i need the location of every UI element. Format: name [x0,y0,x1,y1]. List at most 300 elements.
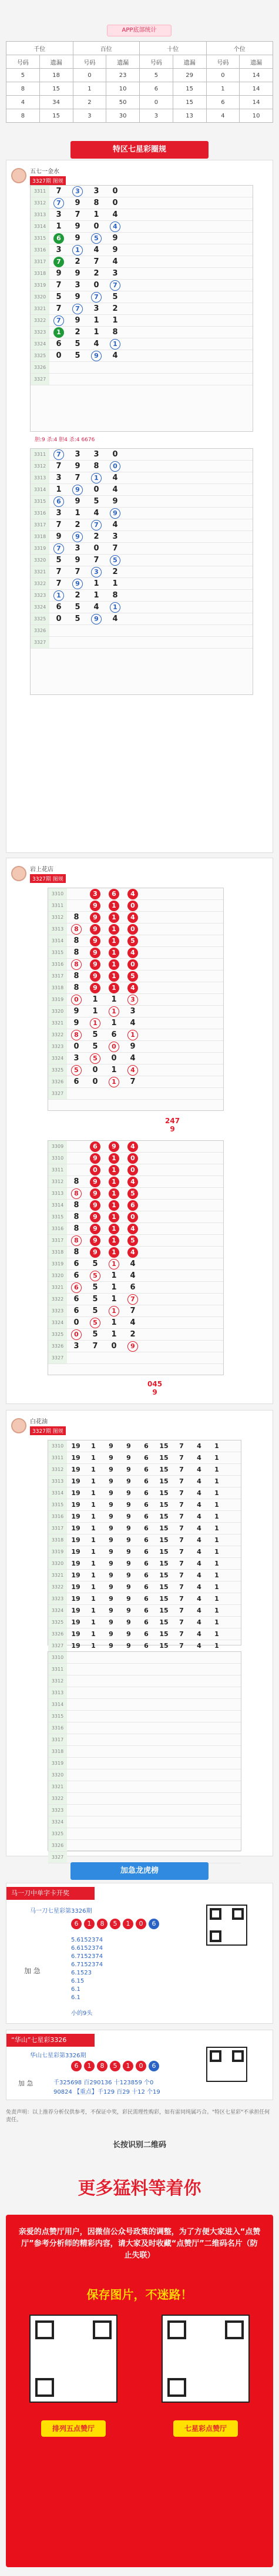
grid-cell: 7 [179,1571,184,1579]
grid-cell: 8 [73,1224,79,1233]
grid-cell: 7 [75,567,80,576]
grid-cell: 4 [197,1595,201,1603]
issue-label: 3320 [31,291,49,303]
grid-row [31,374,253,385]
grid-cell: 4 [197,1489,201,1497]
grid-cell: 1 [91,1513,96,1520]
issue-label: 3317 [48,1523,67,1534]
lottery-ball: 1 [84,1919,95,1929]
issue-label: 3319 [48,1758,67,1769]
grid-cell: 4 [123,947,142,958]
grid-cell: 8 [67,1029,86,1040]
grid-cell: 19 [71,1595,80,1603]
issue-label: 3310 [48,1440,67,1452]
grid-cell: 1 [49,327,68,338]
table-row [6,96,273,109]
grid-cell: 0 [105,1041,123,1052]
table-cell: 14 [240,82,273,96]
grid-cell: 0 [123,959,142,970]
qr-code-left[interactable] [29,2315,117,2403]
grid-cell: 1 [105,1223,123,1234]
grid-cell: 19 [71,1524,80,1532]
grid-row [48,1476,241,1487]
grid-row [31,362,253,374]
table-cell: 15 [173,96,206,109]
grid-cell: 1 [105,935,123,946]
grid-cell: 1 [112,579,118,588]
grid-cell: 0 [111,1054,117,1063]
grid-cell: 1 [111,1295,117,1304]
issue-label: 3327 [48,1352,67,1363]
grid-cell: 19 [71,1477,80,1485]
grid-cell: 19 [71,1642,80,1650]
dragon-banner: 马一刀中单字卡开奖 [6,1887,95,1900]
grid-row [48,1088,223,1100]
card-author-1 [6,160,273,853]
grid-row [48,1664,241,1675]
grid-row [31,350,253,362]
grid-row [31,461,253,472]
issue-label: 3315 [48,947,67,958]
grid-cell [49,374,68,385]
issue-label: 3311 [31,186,49,197]
grid-cell: 1 [214,1524,219,1532]
table-cell: 4 [6,96,40,109]
grid-cell: 9 [126,1489,131,1497]
issue-label: 3319 [31,543,49,554]
grid-cell: 9 [75,222,80,231]
issue-label: 3318 [31,531,49,542]
grid-cell: 6 [56,340,62,348]
author-header [11,166,66,185]
grid-cell: 1 [214,1442,219,1450]
grid-row [48,1064,223,1076]
grid-row [31,280,253,291]
grid-cell: 9 [126,1560,131,1567]
grid-cell [49,362,68,373]
grid-cell: 9 [75,234,80,243]
grid-cell: 9 [75,462,80,471]
dragon-issue: 华山七星彩第3326期 [30,2053,86,2059]
promo-body: 亲爱的点赞厅用户，因微信公众号政策的调整，为了方便大家进入“点赞厅”参考分析师的精彩内容，请大家及时收藏“点赞厅”二维码名片（防止失联） [18,2228,261,2260]
issue-label: 3313 [31,472,49,483]
issue-label: 3314 [31,484,49,495]
dragon-note: 小的9头 [71,2010,93,2017]
lottery-ball: 8 [97,2061,107,2071]
grid-cell: 19 [71,1454,80,1462]
table-subheader: 号码 [6,55,40,69]
table-cell: 13 [173,109,206,123]
grid-cell: 0 [67,1329,86,1340]
grid-cell: 9 [109,1595,113,1603]
issue-label: 3313 [48,1188,67,1199]
grid-row [48,947,223,959]
grid-cell: 8 [73,936,79,945]
grid-cell: 4 [112,520,118,529]
grid-row [48,1534,241,1546]
grid-cell: 9 [56,269,62,278]
grid-cell: 9 [126,1513,131,1520]
grid-cell: 7 [130,1307,136,1315]
grid-cell: 9 [126,1524,131,1532]
grid-cell: 7 [179,1536,184,1544]
promo-headline: 更多猛料等着你 [78,2178,201,2199]
issue-label: 3314 [48,1699,67,1710]
table-row [6,82,273,96]
grid-cell: 9 [126,1642,131,1650]
grid-cell: 8 [73,983,79,992]
grid-cell: 1 [214,1583,219,1591]
grid-cell: 9 [86,1200,105,1211]
grid-3-trail: 247 9 [165,1117,180,1133]
grid-row [31,244,253,256]
issue-label: 3315 [48,1211,67,1222]
grid-cell: 6 [144,1583,149,1591]
issue-label: 3321 [31,566,49,577]
grid-cell: 5 [92,1042,98,1051]
grid-cell: 7 [179,1501,184,1509]
dragon-banner: “华山”七星彩3326 [6,2034,95,2047]
grid-cell: 6 [144,1477,149,1485]
table-cell: 10 [240,109,273,123]
table-cell: 0 [206,69,240,82]
grid-cell [123,1352,142,1363]
grid-cell: 1 [56,222,62,231]
grid-cell: 7 [87,291,106,303]
grid-cell: 7 [130,1077,136,1086]
grid-cell: 19 [71,1489,80,1497]
grid-cell: 1 [214,1454,219,1462]
author-tag: 3327期 图规 [30,1426,66,1435]
grid-cell: 1 [105,1188,123,1199]
grid-cell: 9 [87,350,106,361]
grid-cell: 19 [71,1607,80,1614]
grid-cell [67,888,86,899]
issue-label: 3312 [31,461,49,472]
issue-label: 3316 [31,508,49,519]
grid-cell: 9 [109,1607,113,1614]
grid-cell: 7 [49,543,68,554]
grid-cell: 5 [123,935,142,946]
issue-label: 3325 [48,1064,67,1076]
issue-label: 3319 [48,1258,67,1269]
lottery-ball: 8 [97,1919,107,1929]
issue-label: 3323 [48,1305,67,1316]
grid-cell: 1 [91,1466,96,1473]
grid-row [48,1188,223,1200]
grid-row [31,209,253,221]
grid-cell: 4 [93,509,99,518]
grid-cell: 4 [130,1260,136,1268]
grid-cell: 1 [68,244,87,256]
grid-cell: 15 [159,1548,169,1556]
table-row [6,69,273,82]
grid-cell: 1 [111,1066,117,1074]
dragon-line: 6.1 [71,1994,80,2001]
grid-cell: 1 [214,1513,219,1520]
table-cell: 18 [39,69,73,82]
issue-label: 3316 [48,1511,67,1522]
table-cell: 34 [39,96,73,109]
grid-row [48,1687,241,1699]
issue-label: 3320 [48,1558,67,1569]
grid-cell: 5 [92,1295,98,1304]
grid-cell [106,362,125,373]
issue-label: 3318 [48,1534,67,1546]
grid-cell: 4 [112,485,118,494]
issue-label: 3310 [48,888,67,899]
grid-cell: 1 [91,1583,96,1591]
grid-cell: 9 [126,1454,131,1462]
grid-cell: 7 [112,544,118,553]
dragon-line: 6.1523 [71,1970,92,1976]
grid-cell: 7 [49,315,68,326]
grid-cell: 3 [86,888,105,899]
grid-cell: 5 [75,351,80,360]
grid-row [31,449,253,461]
grid-row [48,1258,223,1270]
grid-row [48,959,223,970]
grid-cell: 9 [112,234,118,243]
qr-code-right[interactable] [162,2315,250,2403]
grid-cell: 0 [123,1211,142,1222]
table-group-header: 千位 [6,42,73,55]
issue-label: 3326 [48,1840,67,1851]
grid-cell: 9 [86,912,105,923]
grid-cell: 2 [93,269,99,278]
grid-cell: 9 [75,316,80,325]
issue-label: 3318 [48,982,67,993]
issue-label: 3326 [48,1076,67,1087]
issue-label: 3312 [48,1176,67,1187]
grid-cell: 4 [197,1560,201,1567]
grid-cell: 1 [92,1007,98,1016]
btn-pl5[interactable]: 排列五点赞厅 [41,2420,106,2437]
table-cell: 14 [240,96,273,109]
grid-cell: 4 [106,221,125,232]
grid-cell: 15 [159,1630,169,1638]
grid-cell: 1 [86,1017,105,1029]
grid-cell: 7 [56,462,62,471]
grid-cell: 5 [112,293,118,301]
grid-cell: 4 [93,340,99,348]
grid-row [48,1640,241,1652]
grid-row [31,197,253,209]
grid-cell: 3 [93,304,99,313]
grid-cell [49,625,68,636]
issue-label: 3319 [48,1546,67,1557]
issue-label: 3312 [48,1464,67,1475]
grid-cell: 0 [92,1066,98,1074]
issue-label: 3316 [31,244,49,256]
table-row [6,109,273,123]
grid-cell: 1 [91,1642,96,1650]
grid-cell: 3 [56,509,62,518]
grid-cell: 1 [214,1595,219,1603]
issue-label: 3326 [48,1341,67,1352]
grid-cell: 9 [75,199,80,207]
grid-cell: 9 [109,1501,113,1509]
grid-row [31,531,253,543]
grid-cell: 6 [67,1282,86,1293]
lottery-ball: 6 [149,2061,159,2071]
dragon-balls [71,1919,159,1929]
grid-row [31,508,253,519]
issue-label: 3327 [48,1852,67,1863]
grid-row [48,1235,223,1247]
grid-cell: 6 [144,1642,149,1650]
grid-row [48,1464,241,1476]
grid-cell [106,374,125,385]
grid-cell: 9 [126,1571,131,1579]
grid-cell: 9 [126,1595,131,1603]
qr-code [206,1905,247,1946]
issue-label: 3317 [48,970,67,982]
grid-cell: 6 [49,233,68,244]
issue-label: 3321 [48,1282,67,1293]
app-stats-badge[interactable]: APP底部统计 [107,25,172,36]
dragon-line: 6.7152374 [71,1953,103,1960]
grid-cell [67,1088,86,1099]
dragon-block-2 [6,2030,273,2100]
grid-cell: 6 [105,888,123,899]
issue-label: 3327 [31,637,49,648]
grid-cell: 1 [105,1258,123,1269]
grid-cell: 8 [67,959,86,970]
grid-cell: 9 [68,484,87,495]
grid-cell: 6 [144,1501,149,1509]
issue-label: 3322 [48,1793,67,1804]
author-tag: 3327期 图规 [30,874,66,883]
table-subheader: 遗漏 [240,55,273,69]
table-subheader: 号码 [206,55,240,69]
grid-cell: 6 [144,1630,149,1638]
grid-cell: 9 [109,1548,113,1556]
grid-row [48,1211,223,1223]
grid-cell: 15 [159,1477,169,1485]
issue-label: 3320 [48,1270,67,1281]
grid-cell: 6 [73,1077,79,1086]
table-cell: 0 [73,69,106,82]
grid-cell: 0 [123,1164,142,1176]
grid-cell: 9 [56,532,62,541]
scan-qr-label: 长按识别二维码 [112,2141,166,2150]
grid-cell: 7 [87,519,106,530]
grid-cell [68,625,87,636]
table-subheader: 遗漏 [39,55,73,69]
grid-cell: 6 [73,1260,79,1268]
grid-cell: 15 [159,1571,169,1579]
grid-cell: 2 [75,328,80,337]
grid-row [48,970,223,982]
grid-cell: 1 [105,1247,123,1258]
grid-cell: 5 [92,1307,98,1315]
grid-cell: 9 [109,1583,113,1591]
table-subheader: 号码 [73,55,106,69]
grid-cell: 3 [75,281,80,290]
grid-cell: 7 [68,303,87,314]
grid-cell: 4 [123,982,142,993]
grid-cell [67,1153,86,1164]
grid-cell: 1 [106,602,125,613]
grid-cell: 2 [112,567,118,576]
grid-cell: 0 [106,461,125,472]
issue-label: 3325 [48,1828,67,1839]
issue-label: 3322 [48,1294,67,1305]
grid-cell: 1 [214,1560,219,1567]
grid-cell: 6 [73,1307,79,1315]
grid-cell: 1 [105,1164,123,1176]
grid-cell: 1 [56,485,62,494]
grid-row [48,1523,241,1534]
card-author-3 [6,1410,273,1860]
grid-cell: 4 [197,1442,201,1450]
grid-row [48,1617,241,1628]
grid-cell: 0 [123,1153,142,1164]
issue-label: 3315 [48,1711,67,1722]
grid-cell: 7 [49,449,68,460]
grid-cell: 1 [111,1318,117,1327]
grid-1 [30,185,253,432]
stats-table [6,41,273,123]
grid-cell: 3 [56,246,62,254]
grid-cell: 4 [197,1524,201,1532]
grid-cell: 8 [93,199,99,207]
table-cell: 1 [206,82,240,96]
issue-label: 3313 [48,1687,67,1698]
dragon-label: 加 急 [24,1967,41,1975]
issue-label: 3317 [31,256,49,267]
grid-cell: 1 [214,1477,219,1485]
grid-cell: 15 [159,1583,169,1591]
grid-cell: 19 [71,1466,80,1473]
grid-cell: 1 [105,959,123,970]
grid-cell: 1 [214,1630,219,1638]
issue-label: 3313 [48,1476,67,1487]
author-tag: 3327期 图规 [30,176,66,185]
issue-label: 3321 [48,1781,67,1792]
grid-cell: 4 [123,1141,142,1152]
grid-cell: 7 [179,1477,184,1485]
issue-label: 3312 [48,1675,67,1687]
grid-row [48,1734,241,1746]
grid-cell: 6 [73,1271,79,1280]
dragon-label: 加 急 [18,2080,33,2087]
grid-cell: 4 [93,603,99,612]
grid-cell: 0 [73,1042,79,1051]
grid-row [48,1282,223,1294]
issue-label: 3321 [48,1570,67,1581]
btn-qxc[interactable]: 七星彩点赞厅 [173,2420,238,2437]
grid-cell: 9 [109,1642,113,1650]
grid-row [31,221,253,233]
grid-cell: 7 [179,1595,184,1603]
issue-label: 3317 [48,1235,67,1246]
grid-cell: 4 [197,1548,201,1556]
grid-cell: 1 [93,316,99,325]
grid-cell: 9 [86,982,105,993]
grid-row [31,338,253,350]
grid-4 [48,1140,224,1375]
grid-cell: 1 [105,1211,123,1222]
grid-row [48,1711,241,1722]
issue-label: 3321 [31,303,49,314]
grid-row [48,1341,223,1352]
grid-cell: 1 [91,1571,96,1579]
grid-cell: 6 [144,1536,149,1544]
grid-cell: 1 [105,1235,123,1246]
grid-cell: 6 [144,1595,149,1603]
